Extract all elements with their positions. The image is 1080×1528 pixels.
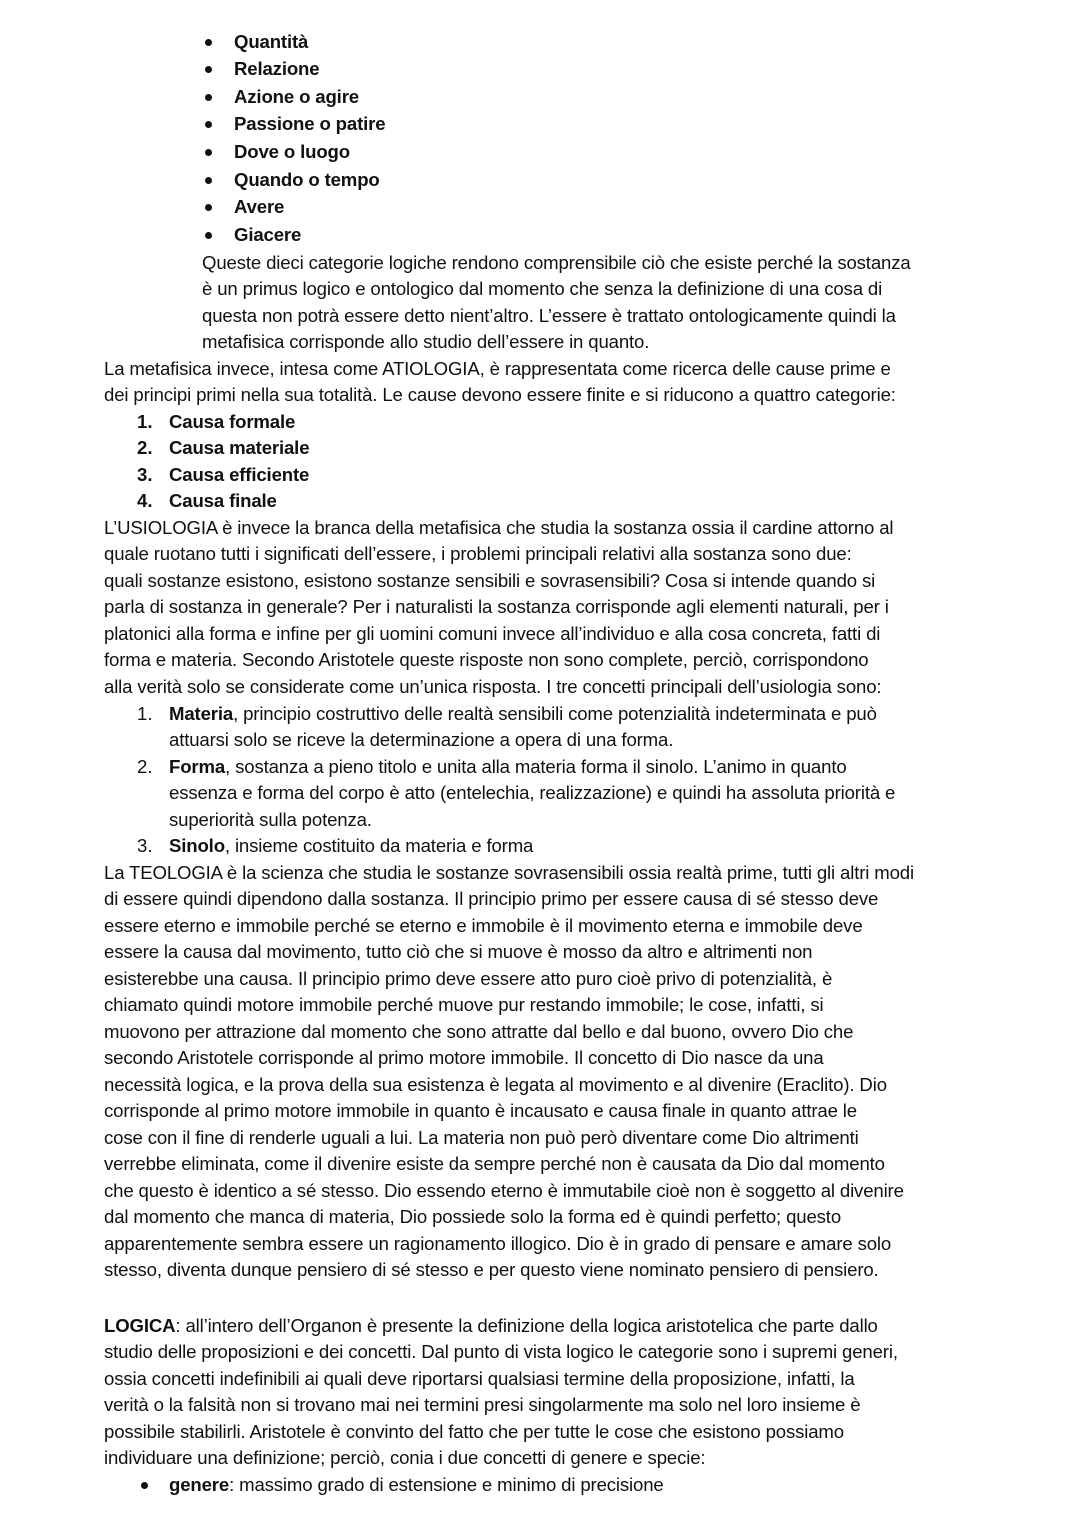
list-number: 2. [137, 756, 153, 777]
paragraph-line: apparentemente sembra essere un ragionamento illogico. Dio è in grado di pensare e amare solo [104, 1233, 892, 1254]
paragraph-line: che questo è identico a sé stesso. Dio essendo eterno è immutabile cioè non è soggetto al divenire [104, 1180, 904, 1201]
paragraph-line: verità o la falsità non si trovano mai nei termini presi singolarmente ma solo nel loro insieme è [104, 1394, 861, 1415]
bullet-icon [205, 94, 212, 101]
paragraph-line: alla verità solo se considerate come un’unica risposta. I tre concetti principali dell’usiologia sono: [104, 676, 882, 697]
list-number: 3. [137, 835, 153, 856]
paragraph-line: quale ruotano tutti i significati dell’essere, i problemi principali relativi alla sostanza sono due: [104, 543, 852, 564]
paragraph-line: L’USIOLOGIA è invece la branca della metafisica che studia la sostanza ossia il cardine attorno al [104, 517, 894, 538]
bullet-icon [205, 232, 212, 239]
bullet-icon [205, 121, 212, 128]
paragraph-line: La metafisica invece, intesa come ATIOLOGIA, è rappresentata come ricerca delle cause prime e [104, 358, 891, 379]
concept-text-line: attuarsi solo se riceve la determinazione a opera di una forma. [169, 729, 674, 750]
paragraph-line: questa non potrà essere detto nient’altro. L’essere è trattato ontologicamente quindi la [202, 305, 896, 326]
paragraph-line: chiamato quindi motore immobile perché muove pur restando immobile; le cose, infatti, si [104, 994, 824, 1015]
paragraph-line: quali sostanze esistono, esistono sostanze sensibili e sovrasensibili? Cosa si intende quando si [104, 570, 876, 591]
list-number: 1. [137, 703, 153, 724]
genere-item [169, 1472, 664, 1499]
concept-item-sinolo [169, 833, 533, 860]
list-number: 4. [137, 490, 153, 511]
paragraph-line: Queste dieci categorie logiche rendono comprensibile ciò che esiste perché la sostanza [202, 252, 911, 273]
paragraph-line: corrisponde al primo motore immobile in quanto è incausato e causa finale in quanto attrae le [104, 1100, 857, 1121]
concept-text: , principio costruttivo delle realtà sensibili come potenzialità indeterminata e può [233, 703, 877, 724]
bullet-icon [205, 39, 212, 46]
concept-text: , insieme costituito da materia e forma [224, 835, 534, 856]
concept-text-line: essenza e forma del corpo è atto (entelechia, realizzazione) e quindi ha assoluta priorità e [169, 782, 896, 803]
category-item: Azione o agire [234, 86, 359, 107]
paragraph-line: forma e materia. Secondo Aristotele queste risposte non sono complete, perciò, corrispondono [104, 649, 869, 670]
category-item: Dove o luogo [234, 141, 350, 162]
paragraph-line: verrebbe eliminata, come il divenire esiste da sempre perché non è causata da Dio dal momento [104, 1153, 885, 1174]
paragraph-line: possibile stabilirli. Aristotele è convinto del fatto che per tutte le cose che esistono possiamo [104, 1421, 844, 1442]
category-item: Quando o tempo [234, 169, 380, 190]
paragraph-line: essere eterno e immobile perché se eterno e immobile è il movimento eterna e immobile deve [104, 915, 863, 936]
paragraph-line: parla di sostanza in generale? Per i naturalisti la sostanza corrisponde agli elementi naturali, per i [104, 596, 889, 617]
cause-item: Causa formale [169, 411, 296, 432]
paragraph-line: ossia concetti indefinibili ai quali deve riportarsi qualsiasi termine della proposizione, infatti, la [104, 1368, 855, 1389]
paragraph-text: : all’intero dell’Organon è presente la definizione della logica aristotelica che parte dallo [175, 1315, 878, 1336]
paragraph-line: è un primus logico e ontologico dal momento che senza la definizione di una cosa di [202, 278, 883, 299]
list-number: 3. [137, 464, 153, 485]
category-item: Giacere [234, 224, 302, 245]
bullet-icon [205, 149, 212, 156]
logica-heading: LOGICA [104, 1315, 176, 1336]
concept-term: Materia [169, 703, 234, 724]
paragraph-line: studio delle proposizioni e dei concetti. Dal punto di vista logico le categorie sono i supremi generi, [104, 1341, 898, 1362]
paragraph-line: La TEOLOGIA è la scienza che studia le sostanze sovrasensibili ossia realtà prime, tutti gli altri modi [104, 862, 914, 883]
paragraph-line: cose con il fine di renderle uguali a lui. La materia non può però diventare come Dio altrimenti [104, 1127, 859, 1148]
bullet-icon [205, 177, 212, 184]
category-item: Quantità [234, 31, 309, 52]
bullet-icon [205, 66, 212, 73]
bullet-icon [141, 1482, 148, 1489]
paragraph-line: secondo Aristotele corrisponde al primo motore immobile. Il concetto di Dio nasce da una [104, 1047, 824, 1068]
genere-term: genere [169, 1474, 230, 1495]
paragraph-line: essere la causa dal movimento, tutto ciò che si muove è mosso da altro e altrimenti non [104, 941, 813, 962]
paragraph-line: esisterebbe una causa. Il principio primo deve essere atto puro cioè privo di potenzialità, è [104, 968, 833, 989]
concept-term: Sinolo [169, 835, 225, 856]
paragraph-line: di essere quindi dipendono dalla sostanza. Il principio primo per essere causa di sé stesso deve [104, 888, 879, 909]
concept-text-line: superiorità sulla potenza. [169, 809, 372, 830]
category-item: Avere [234, 196, 285, 217]
paragraph-line: platonici alla forma e infine per gli uomini comuni invece all’individuo e alla cosa concreta, fatti di [104, 623, 881, 644]
concept-term: Forma [169, 756, 226, 777]
category-item: Relazione [234, 58, 320, 79]
category-item: Passione o patire [234, 113, 386, 134]
genere-text: : massimo grado di estensione e minimo di precisione [229, 1474, 664, 1495]
concept-item-forma [169, 754, 847, 781]
paragraph-line: individuare una definizione; perciò, conia i due concetti di genere e specie: [104, 1447, 706, 1468]
logica-first-line [104, 1313, 878, 1340]
paragraph-line: dei principi primi nella sua totalità. Le cause devono essere finite e si riducono a quattro categorie: [104, 384, 896, 405]
paragraph-line: dal momento che manca di materia, Dio possiede solo la forma ed è quindi perfetto; questo [104, 1206, 842, 1227]
paragraph-line: stesso, diventa dunque pensiero di sé stesso e per questo viene nominato pensiero di pensiero. [104, 1259, 879, 1280]
list-number: 1. [137, 411, 153, 432]
paragraph-line: metafisica corrisponde allo studio dell’essere in quanto. [202, 331, 650, 352]
cause-item: Causa efficiente [169, 464, 310, 485]
cause-item: Causa finale [169, 490, 277, 511]
bullet-icon [205, 204, 212, 211]
concept-text: , sostanza a pieno titolo e unita alla materia forma il sinolo. L’animo in quanto [225, 756, 847, 777]
paragraph-line: necessità logica, e la prova della sua esistenza è legata al movimento e al divenire (Eraclito). Dio [104, 1074, 887, 1095]
paragraph-line: muovono per attrazione dal momento che sono attratte dal bello e dal buono, ovvero Dio che [104, 1021, 854, 1042]
concept-item-materia [169, 701, 877, 728]
list-number: 2. [137, 437, 153, 458]
cause-item: Causa materiale [169, 437, 310, 458]
